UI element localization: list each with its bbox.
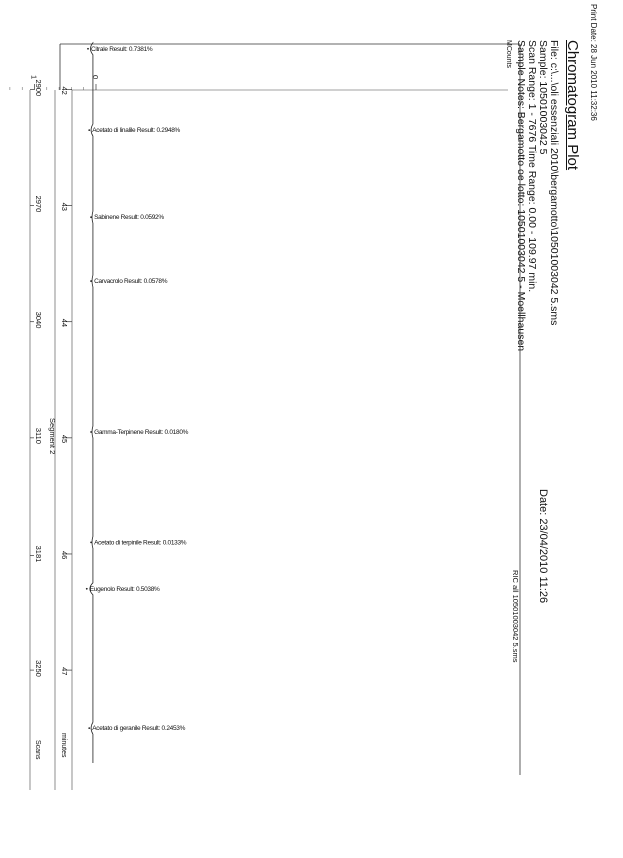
x-tick-label: 43 bbox=[60, 202, 69, 211]
peak-marker bbox=[90, 541, 92, 543]
scan-axis-label: Scans bbox=[34, 740, 41, 760]
peak-marker bbox=[90, 280, 92, 282]
peak-marker bbox=[87, 48, 89, 50]
sample-line: Sample: 10501003042 5 bbox=[537, 40, 549, 155]
segment-label: Segment 2 bbox=[48, 418, 57, 455]
file-line: File: c:\...\oli essenziali 2010\bergamotto\10501003042 5.sms bbox=[548, 40, 560, 326]
chromatogram-trace bbox=[90, 43, 93, 763]
peak-label: Sabinene Result: 0.0592% bbox=[94, 214, 164, 222]
scan-tick-label: 3110 bbox=[34, 427, 43, 444]
sample-notes-line: Sample Notes: Bergamotto oe lotto: 10501003042 5 - Moellhausen bbox=[515, 40, 527, 352]
peak-marker bbox=[90, 216, 92, 218]
peak-label: Gamma-Terpinene Result: 0.0180% bbox=[94, 429, 189, 437]
peak-marker bbox=[86, 588, 88, 590]
x-tick-label: 46 bbox=[60, 550, 69, 560]
peak-label: Eugenolo Result: 0.5038% bbox=[89, 585, 160, 593]
y-tick-label: 0 bbox=[91, 75, 100, 80]
x-tick-label: 45 bbox=[60, 434, 69, 444]
x-tick-label: 47 bbox=[60, 667, 69, 676]
scan-tick-label: 3181 bbox=[34, 545, 43, 563]
x-axis-label: minutes bbox=[60, 733, 67, 758]
page-title: Chromatogram Plot bbox=[564, 40, 581, 171]
print-date: Print Date: 28 Jun 2010 11:32:36 bbox=[589, 4, 598, 121]
peak-label: Acetato di linalile Result: 0.2948% bbox=[92, 127, 181, 135]
run-date: Date: 23/04/2010 11:26 bbox=[537, 489, 549, 604]
peak-marker bbox=[90, 431, 92, 433]
peak-label: Citrale Result: 0.7381% bbox=[91, 45, 153, 53]
scan-tick-label: 2970 bbox=[34, 195, 43, 213]
scan-tick-label: 3250 bbox=[34, 660, 43, 677]
y-tick-label: 1 bbox=[29, 75, 39, 80]
x-tick-label: 42 bbox=[60, 86, 69, 95]
scan-tick-label: 3040 bbox=[34, 311, 43, 329]
peak-marker bbox=[88, 129, 90, 131]
peak-label: Acetato di terpinile Result: 0.0133% bbox=[94, 539, 187, 547]
peak-marker bbox=[88, 727, 90, 729]
trace-label: RIC all 10501003042 5.sms bbox=[511, 570, 520, 663]
scan-range-line: Scan Range: 1 - 7676 Time Range: 0.00 - 109.97 min. bbox=[526, 40, 538, 293]
peak-label: Acetato di geranile Result: 0.2453% bbox=[92, 725, 186, 733]
y-unit-label: MCounts bbox=[505, 40, 512, 69]
scan-tick-label: 2900 bbox=[34, 79, 43, 97]
x-tick-label: 44 bbox=[60, 318, 69, 328]
peak-label: Carvacrolo Result: 0.0578% bbox=[94, 278, 168, 286]
